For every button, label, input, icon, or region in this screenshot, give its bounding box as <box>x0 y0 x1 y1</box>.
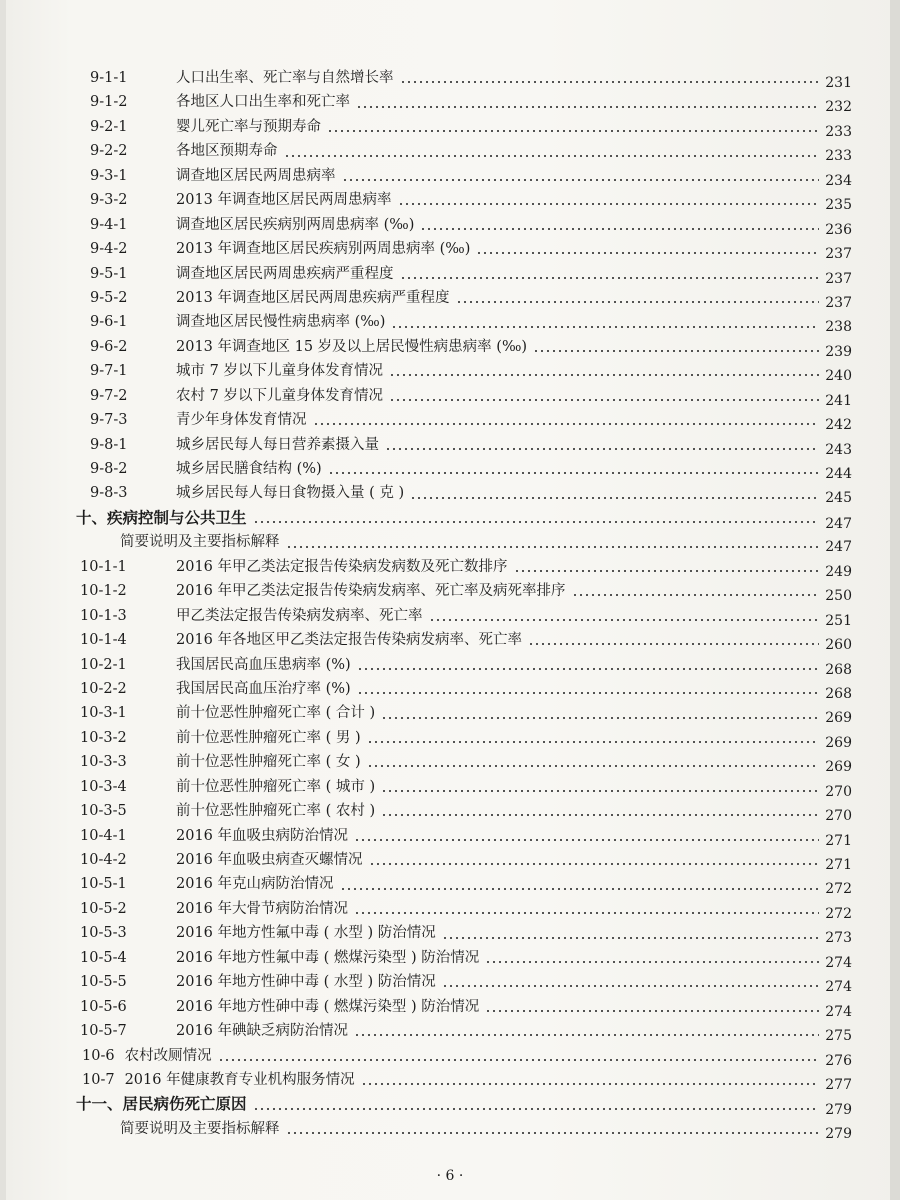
dot-leader <box>340 888 820 890</box>
toc-entry-page: 272 <box>825 905 852 922</box>
toc-entry-page: 277 <box>825 1076 852 1093</box>
toc-entry[interactable] <box>62 921 852 945</box>
toc-entry-page: 245 <box>825 490 852 507</box>
toc-entry-number: 10-1-3 <box>80 607 127 624</box>
toc-entry-number: 9-7-3 <box>90 412 128 429</box>
toc-entry-number: 9-6-1 <box>90 314 128 331</box>
toc-entry-page: 247 <box>825 539 852 556</box>
toc-entry-number: 10-4-2 <box>80 852 127 868</box>
dot-leader <box>218 1059 820 1061</box>
toc-entry[interactable] <box>62 384 852 408</box>
toc-entry-title: 城市 7 岁以下儿童身体发育情况 <box>176 363 383 380</box>
toc-entry[interactable] <box>62 677 852 701</box>
dot-leader <box>400 81 820 83</box>
toc-entry-title: 2016 年甲乙类法定报告传染病发病率、死亡率及病死率排序 <box>176 583 566 600</box>
dot-leader <box>357 668 820 670</box>
toc-entry[interactable] <box>62 799 852 823</box>
toc-entry-number: 10-6 <box>82 1047 115 1064</box>
toc-entry-title: 疾病控制与公共卫生 <box>107 507 247 527</box>
toc-entry-title: 简要说明及主要指标解释 <box>120 1120 280 1137</box>
dot-leader <box>286 546 820 548</box>
toc-entry-number: 10-7 <box>82 1071 115 1088</box>
dot-leader <box>328 472 820 474</box>
toc-entry-title: 2016 年甲乙类法定报告传染病发病数及死亡数排序 <box>176 558 508 575</box>
dot-leader <box>284 155 820 157</box>
toc-entry-page: 242 <box>825 417 852 434</box>
toc-entry-title: 2013 年调查地区居民两周患病率 <box>176 192 392 209</box>
toc-entry-page: 269 <box>825 734 852 751</box>
toc-entry[interactable] <box>62 457 852 481</box>
toc-entry-title: 前十位恶性肿瘤死亡率 ( 合计 ) <box>176 705 376 722</box>
toc-entry-title: 前十位恶性肿瘤死亡率 ( 男 ) <box>176 729 361 746</box>
toc-entry-number: 9-8-3 <box>90 485 128 502</box>
toc-entry[interactable] <box>62 897 852 921</box>
toc-entry[interactable] <box>62 848 852 872</box>
toc-entry-page: 233 <box>825 123 852 140</box>
toc-entry-title: 2016 年地方性砷中毒 ( 燃煤污染型 ) 防治情况 <box>176 998 480 1015</box>
dot-leader <box>354 1034 819 1036</box>
toc-entry-title: 城乡居民膳食结构 (%) <box>176 461 322 477</box>
toc-entry-page: 240 <box>825 368 852 385</box>
toc-entry-page: 260 <box>825 637 852 654</box>
toc-entry-number: 10-5-3 <box>80 925 127 942</box>
toc-entry-page: 247 <box>825 515 852 532</box>
toc-entry[interactable] <box>62 946 852 970</box>
toc-entry[interactable] <box>62 1044 852 1068</box>
toc-entry-page: 249 <box>825 563 852 580</box>
toc-entry-page: 251 <box>825 612 852 629</box>
toc-entry-page: 243 <box>825 441 852 458</box>
toc-entry-number: 10-3-1 <box>80 705 127 722</box>
toc-entry[interactable] <box>62 310 852 334</box>
toc-entry-title: 前十位恶性肿瘤死亡率 ( 城市 ) <box>176 778 376 795</box>
dot-leader <box>385 448 819 450</box>
toc-entry-title: 2016 年大骨节病防治情况 <box>176 900 349 917</box>
toc-entry-number: 10-5-7 <box>80 1023 127 1040</box>
toc-section-heading[interactable] <box>62 506 852 530</box>
toc-entry[interactable] <box>62 262 852 286</box>
toc-entry-title: 2016 年地方性砷中毒 ( 水型 ) 防治情况 <box>176 974 436 991</box>
toc-entry-page: 234 <box>825 172 852 189</box>
toc-entry-title: 2016 年克山病防治情况 <box>176 876 334 893</box>
toc-entry-title: 2016 年健康教育专业机构服务情况 <box>124 1071 355 1088</box>
dot-leader <box>533 350 819 352</box>
toc-entry-title: 各地区人口出生率和死亡率 <box>176 94 350 111</box>
toc-entry-title: 2013 年调查地区居民疾病别两周患病率 (‰) <box>176 241 471 258</box>
toc-entry[interactable] <box>62 750 852 774</box>
dot-leader <box>398 203 820 205</box>
toc-entry-number: 10-5-1 <box>80 876 127 893</box>
toc-entry-title: 2016 年地方性氟中毒 ( 水型 ) 防治情况 <box>176 925 436 942</box>
toc-entry-number: 9-2-1 <box>90 118 128 135</box>
toc-entry-title: 2016 年血吸虫病防治情况 <box>176 827 349 844</box>
toc-entry-number: 10-1-1 <box>80 558 127 575</box>
toc-entry-page: 232 <box>825 99 852 116</box>
toc-entry-title: 甲乙类法定报告传染病发病率、死亡率 <box>176 607 423 624</box>
page-edge-right <box>890 0 900 1200</box>
toc-entry-number: 9-7-1 <box>90 363 128 380</box>
toc-entry-page: 271 <box>825 832 852 849</box>
dot-leader <box>286 1132 820 1134</box>
dot-leader <box>253 1108 820 1110</box>
toc-entry-title: 2013 年调查地区居民两周患疾病严重程度 <box>176 289 450 306</box>
toc-entry-title: 婴儿死亡率与预期寿命 <box>176 118 321 135</box>
toc-entry-page: 269 <box>825 710 852 727</box>
dot-leader <box>528 643 819 645</box>
toc-entry-number: 10-5-4 <box>80 949 127 966</box>
toc-entry-page: 276 <box>825 1052 852 1069</box>
dot-leader <box>381 717 819 719</box>
dot-leader <box>367 741 820 743</box>
toc-entry-number: 10-2-1 <box>80 656 127 673</box>
toc-entry-page: 241 <box>825 392 852 409</box>
dot-leader <box>361 1083 820 1085</box>
toc-entry-number: 10-3-4 <box>80 778 127 795</box>
toc-entry[interactable] <box>62 872 852 896</box>
toc-entry-page: 272 <box>825 881 852 898</box>
toc-entry-page: 268 <box>825 685 852 702</box>
toc-entry[interactable] <box>62 726 852 750</box>
toc-entry-page: 271 <box>825 857 852 873</box>
toc-entry-title: 农村 7 岁以下儿童身体发育情况 <box>176 387 383 404</box>
toc-entry-title: 我国居民高血压患病率 (%) <box>176 656 351 673</box>
toc-entry[interactable] <box>62 970 852 994</box>
toc-entry-page: 275 <box>825 1028 852 1045</box>
dot-leader <box>476 252 819 254</box>
dot-leader <box>572 594 820 596</box>
toc-entry-title: 2013 年调查地区 15 岁及以上居民慢性病患病率 (‰) <box>176 338 528 355</box>
toc-entry-title: 2016 年地方性氟中毒 ( 燃煤污染型 ) 防治情况 <box>176 949 480 966</box>
dot-leader <box>327 130 819 132</box>
dot-leader <box>410 497 819 499</box>
toc-entry-title: 调查地区居民两周患病率 <box>176 167 336 184</box>
toc-entry-title: 我国居民高血压治疗率 (%) <box>176 680 351 697</box>
toc-entry-title: 2016 年血吸虫病查灭螺情况 <box>176 852 363 868</box>
toc-entry-number: 十、 <box>76 507 108 527</box>
toc-entry-number: 9-1-1 <box>90 70 128 86</box>
dot-leader <box>381 814 819 816</box>
toc-entry-page: 268 <box>825 661 852 678</box>
toc-entry-number: 9-3-1 <box>90 167 128 184</box>
toc-entry-number: 10-1-4 <box>80 632 127 649</box>
dot-leader <box>356 106 819 108</box>
dot-leader <box>354 912 819 914</box>
dot-leader <box>400 277 820 279</box>
dot-leader <box>389 399 819 401</box>
toc-entry[interactable] <box>62 164 852 188</box>
toc-entry[interactable] <box>62 824 852 848</box>
toc-entry-number: 10-4-1 <box>80 827 127 844</box>
toc-entry[interactable] <box>62 995 852 1019</box>
toc-entry-page: 237 <box>825 294 852 311</box>
dot-leader <box>381 790 819 792</box>
toc-entry-number: 9-1-2 <box>90 94 128 111</box>
toc-entry[interactable] <box>62 286 852 310</box>
toc-entry-title: 调查地区居民慢性病患病率 (‰) <box>176 314 386 331</box>
toc-entry[interactable] <box>62 481 852 505</box>
dot-leader <box>253 521 820 523</box>
toc-entry-number: 10-3-5 <box>80 803 127 820</box>
toc-entry-page: 250 <box>825 588 852 605</box>
toc-entry-page: 231 <box>825 75 852 91</box>
toc-entry[interactable] <box>62 555 852 579</box>
toc-entry-number: 9-6-2 <box>90 338 128 355</box>
toc-entry-title: 城乡居民每人每日食物摄入量 ( 克 ) <box>176 485 405 502</box>
toc-entry-title: 居民病伤死亡原因 <box>122 1094 247 1114</box>
dot-leader <box>313 423 820 425</box>
toc-entry[interactable] <box>62 628 852 652</box>
toc-entry-number: 9-2-2 <box>90 143 128 160</box>
toc-section-heading[interactable] <box>62 1092 852 1119</box>
toc-entry-title: 调查地区居民疾病别两周患病率 (‰) <box>176 216 415 233</box>
toc-entry-page: 279 <box>825 1102 852 1119</box>
toc-entry-number: 9-4-1 <box>90 216 128 233</box>
toc-entry-page: 237 <box>825 270 852 287</box>
toc-entry[interactable] <box>62 1019 852 1043</box>
toc-entry-page: 274 <box>825 1003 852 1020</box>
toc-entry-page: 270 <box>825 783 852 800</box>
dot-leader <box>485 1010 819 1012</box>
toc-entry-title: 城乡居民每人每日营养素摄入量 <box>176 436 379 453</box>
page-number: · 6 · <box>436 1168 464 1184</box>
toc-entry-title: 简要说明及主要指标解释 <box>120 534 280 551</box>
toc-entry-number: 10-1-2 <box>80 583 127 600</box>
toc-entry-number: 10-3-3 <box>80 754 127 771</box>
dot-leader <box>456 301 820 303</box>
toc-entry[interactable] <box>62 237 852 261</box>
dot-leader <box>442 937 820 939</box>
dot-leader <box>357 692 820 694</box>
toc-entry-number: 9-8-2 <box>90 461 128 477</box>
toc-entry[interactable] <box>62 1117 852 1141</box>
toc-entry-page: 273 <box>825 930 852 947</box>
toc-entry-number: 10-5-2 <box>80 900 127 917</box>
toc-entry-page: 279 <box>825 1125 852 1142</box>
toc-entry-title: 人口出生率、死亡率与自然增长率 <box>176 70 394 86</box>
toc-entry-title: 2016 年各地区甲乙类法定报告传染病发病率、死亡率 <box>176 632 523 649</box>
toc-entry-number: 9-8-1 <box>90 436 128 453</box>
toc-entry-title: 各地区预期寿命 <box>176 143 278 160</box>
toc-entry-page: 236 <box>825 221 852 238</box>
toc-entry[interactable] <box>62 359 852 383</box>
dot-leader <box>420 228 819 230</box>
toc-entry-title: 青少年身体发育情况 <box>176 412 307 429</box>
toc-entry-number: 9-5-2 <box>90 289 128 306</box>
toc-entry-page: 233 <box>825 148 852 165</box>
dot-leader <box>369 863 820 865</box>
toc-entry-page: 239 <box>825 343 852 360</box>
toc-entry-page: 238 <box>825 319 852 336</box>
toc-entry[interactable] <box>62 408 852 432</box>
toc-entry-number: 10-3-2 <box>80 729 127 746</box>
toc-entry[interactable] <box>62 530 852 554</box>
toc-entry[interactable] <box>62 1068 852 1092</box>
toc-entry-number: 10-5-5 <box>80 974 127 991</box>
dot-leader <box>342 179 820 181</box>
toc-entry[interactable] <box>62 579 852 603</box>
toc-entry[interactable] <box>62 139 852 163</box>
dot-leader <box>429 619 820 621</box>
toc-entry[interactable] <box>62 433 852 457</box>
toc-entry-title: 前十位恶性肿瘤死亡率 ( 女 ) <box>176 754 361 771</box>
toc-entry-title: 前十位恶性肿瘤死亡率 ( 农村 ) <box>176 803 376 820</box>
toc-entry-page: 237 <box>825 246 852 263</box>
dot-leader <box>389 374 819 376</box>
toc-entry-page: 270 <box>825 808 852 825</box>
toc-entry[interactable] <box>62 335 852 359</box>
dot-leader <box>391 326 819 328</box>
toc-entry[interactable] <box>62 66 852 90</box>
toc-entry[interactable] <box>62 213 852 237</box>
dot-leader <box>367 765 820 767</box>
table-of-contents <box>62 66 852 1141</box>
dot-leader <box>514 570 820 572</box>
toc-entry-number: 9-3-2 <box>90 192 128 209</box>
toc-entry-page: 274 <box>825 979 852 996</box>
toc-entry-number: 9-5-1 <box>90 265 128 282</box>
toc-entry-number: 10-5-6 <box>80 998 127 1015</box>
dot-leader <box>485 961 819 963</box>
toc-entry[interactable] <box>62 701 852 725</box>
toc-entry-page: 235 <box>825 197 852 214</box>
toc-entry-page: 274 <box>825 954 852 971</box>
dot-leader <box>354 839 819 841</box>
toc-entry-title: 农村改厕情况 <box>124 1047 212 1064</box>
toc-entry-number: 10-2-2 <box>80 680 127 697</box>
toc-entry-page: 269 <box>825 759 852 776</box>
toc-entry[interactable] <box>62 90 852 114</box>
toc-entry[interactable] <box>62 653 852 677</box>
toc-entry[interactable] <box>62 604 852 628</box>
toc-entry-title: 调查地区居民两周患疾病严重程度 <box>176 265 394 282</box>
toc-entry-number: 9-7-2 <box>90 387 128 404</box>
dot-leader <box>442 985 820 987</box>
toc-entry[interactable] <box>62 115 852 139</box>
toc-entry-page: 244 <box>825 466 852 482</box>
page-edge-left <box>0 0 6 1200</box>
toc-entry[interactable] <box>62 188 852 212</box>
toc-entry-number: 9-4-2 <box>90 241 128 258</box>
toc-entry-title: 2016 年碘缺乏病防治情况 <box>176 1023 349 1040</box>
toc-entry[interactable] <box>62 775 852 799</box>
toc-entry-number: 十一、 <box>76 1094 123 1114</box>
